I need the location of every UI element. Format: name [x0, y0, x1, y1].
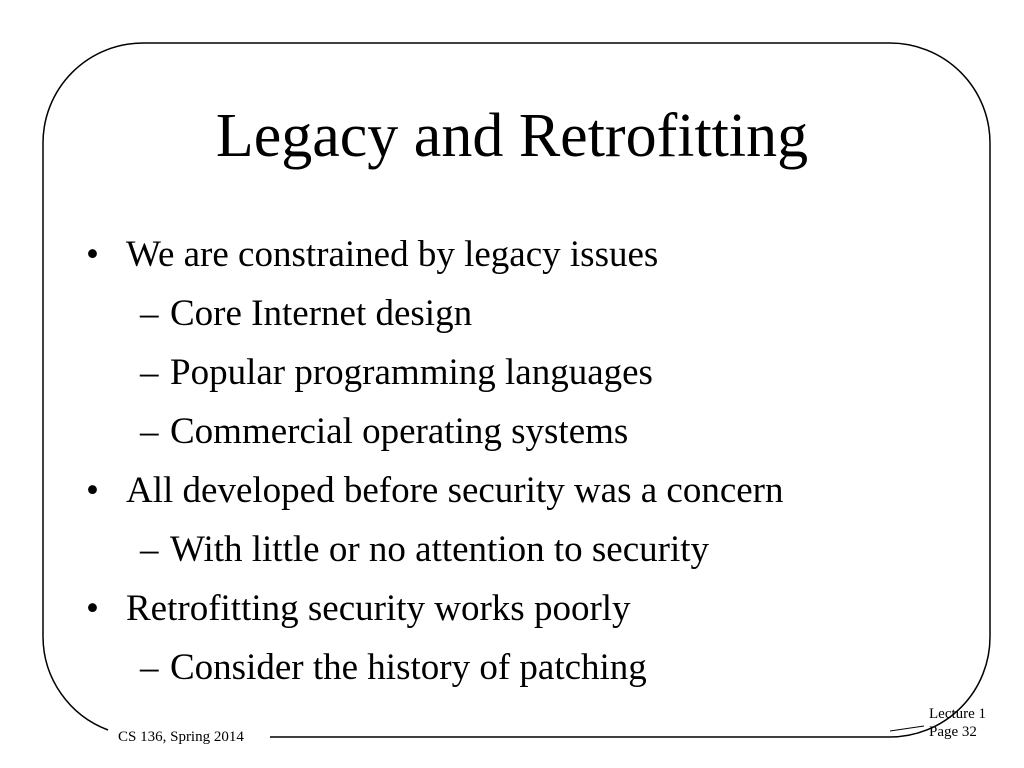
list-item-text: Core Internet design — [170, 293, 473, 334]
footer-lecture: Lecture 1 — [929, 706, 987, 722]
list-item-text: Consider the history of patching — [170, 647, 647, 688]
list-item — [0, 579, 1024, 638]
list-item-text: All developed before security was a concern — [126, 470, 784, 511]
dash-marker: – — [140, 352, 159, 393]
list-item — [0, 284, 1024, 343]
list-item-text: Popular programming languages — [170, 352, 653, 393]
list-item — [0, 520, 1024, 579]
list-item-text: We are constrained by legacy issues — [126, 234, 659, 275]
dash-marker: – — [140, 529, 159, 570]
bullet-list — [0, 225, 1024, 697]
dash-marker: – — [140, 647, 159, 688]
list-item-text: With little or no attention to security — [170, 529, 710, 570]
list-item-text: Retrofitting security works poorly — [126, 588, 631, 629]
dash-marker: – — [140, 411, 159, 452]
dash-marker: – — [140, 293, 159, 334]
list-item-text: Commercial operating systems — [170, 411, 629, 452]
bullet-marker: • — [86, 470, 99, 511]
footer-page-number: Page 32 — [929, 724, 977, 740]
footer-course: CS 136, Spring 2014 — [118, 729, 244, 745]
slide-title: Legacy and Retrofitting — [215, 102, 809, 170]
list-item — [0, 638, 1024, 697]
bullet-marker: • — [86, 588, 99, 629]
list-item — [0, 461, 1024, 520]
list-item — [0, 402, 1024, 461]
footer-rule-right — [890, 726, 924, 731]
list-item — [0, 343, 1024, 402]
list-item — [0, 225, 1024, 284]
bullet-marker: • — [86, 234, 99, 275]
footer-page-info — [929, 705, 986, 741]
